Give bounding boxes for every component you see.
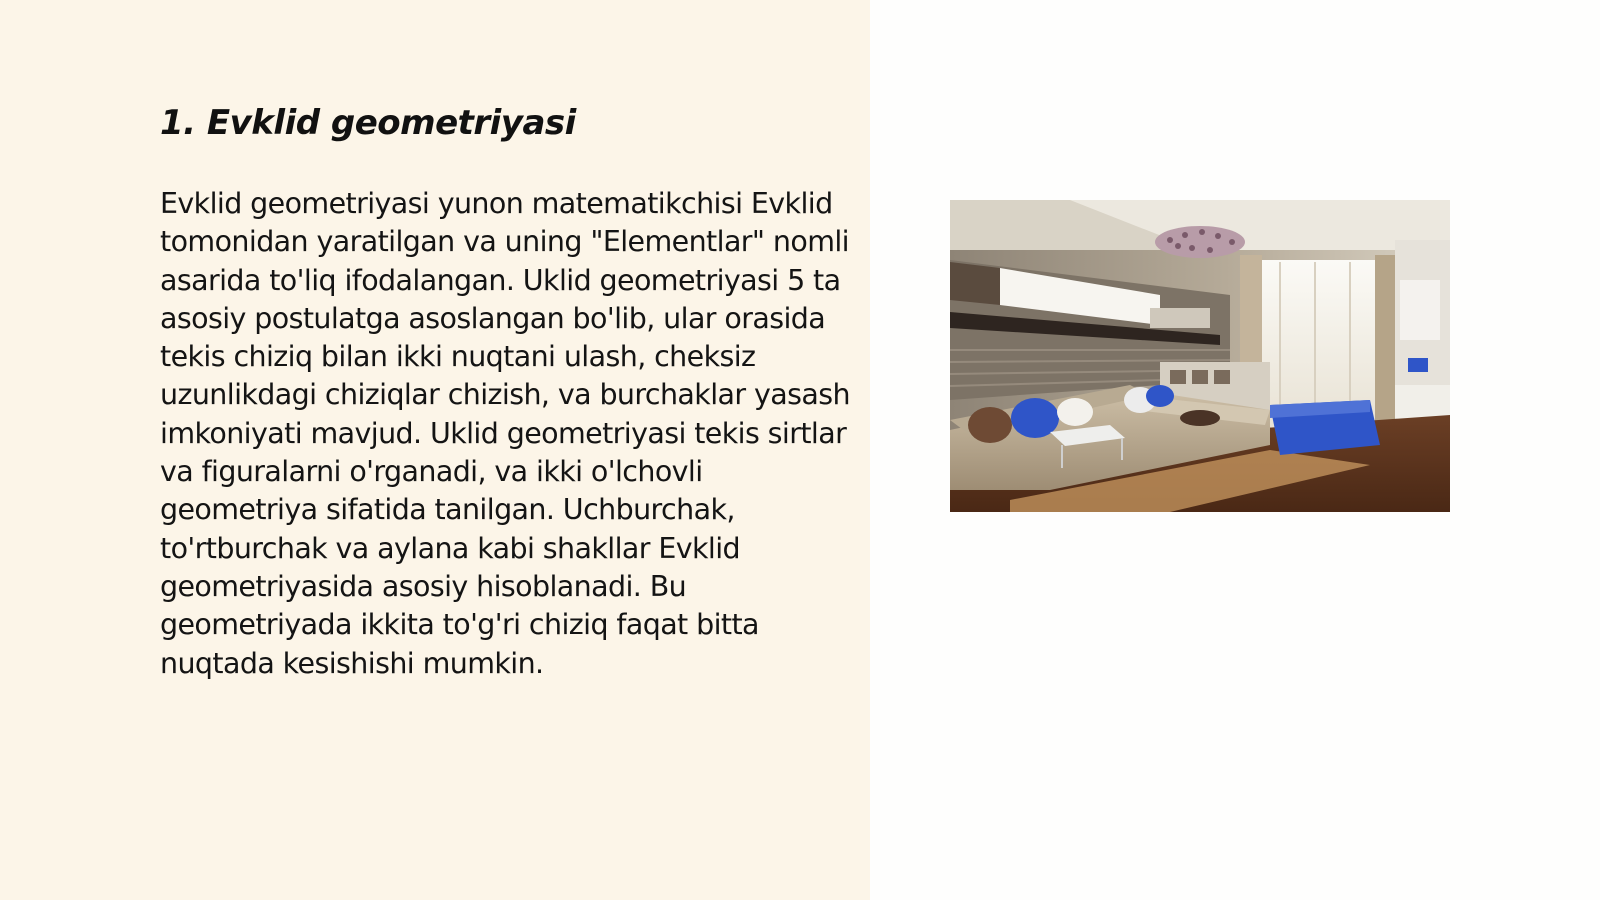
living-room-photo [950, 200, 1450, 512]
slide-body-text: Evklid geometriyasi yunon matematikchisi Evklid tomonidan yaratilgan va uning "Elementlar" nomli asarida to'liq ifodalangan. Uklid geometriyasi 5 ta asosiy postulatga asoslangan bo'lib, ular orasida tekis chiziq bilan ikki nuqtani ulash, cheksiz uzunlikdagi chiziqlar chizish, va burchaklar yasash imkoniyati mavjud. Uklid geometriyasi tekis sirtlar va figuralarni o'rganadi, va ikki o'lchovli geometriya sifatida tanilgan. Uchburchak, to'rtburchak va aylana kabi shakllar Evklid geometriyasida asosiy hisoblanadi. Bu geometriyada ikkita to'g'ri chiziq faqat bitta nuqtada kesishishi mumkin. [160, 187, 850, 680]
slide-title: 1. Evklid geometriyasi [160, 103, 576, 143]
